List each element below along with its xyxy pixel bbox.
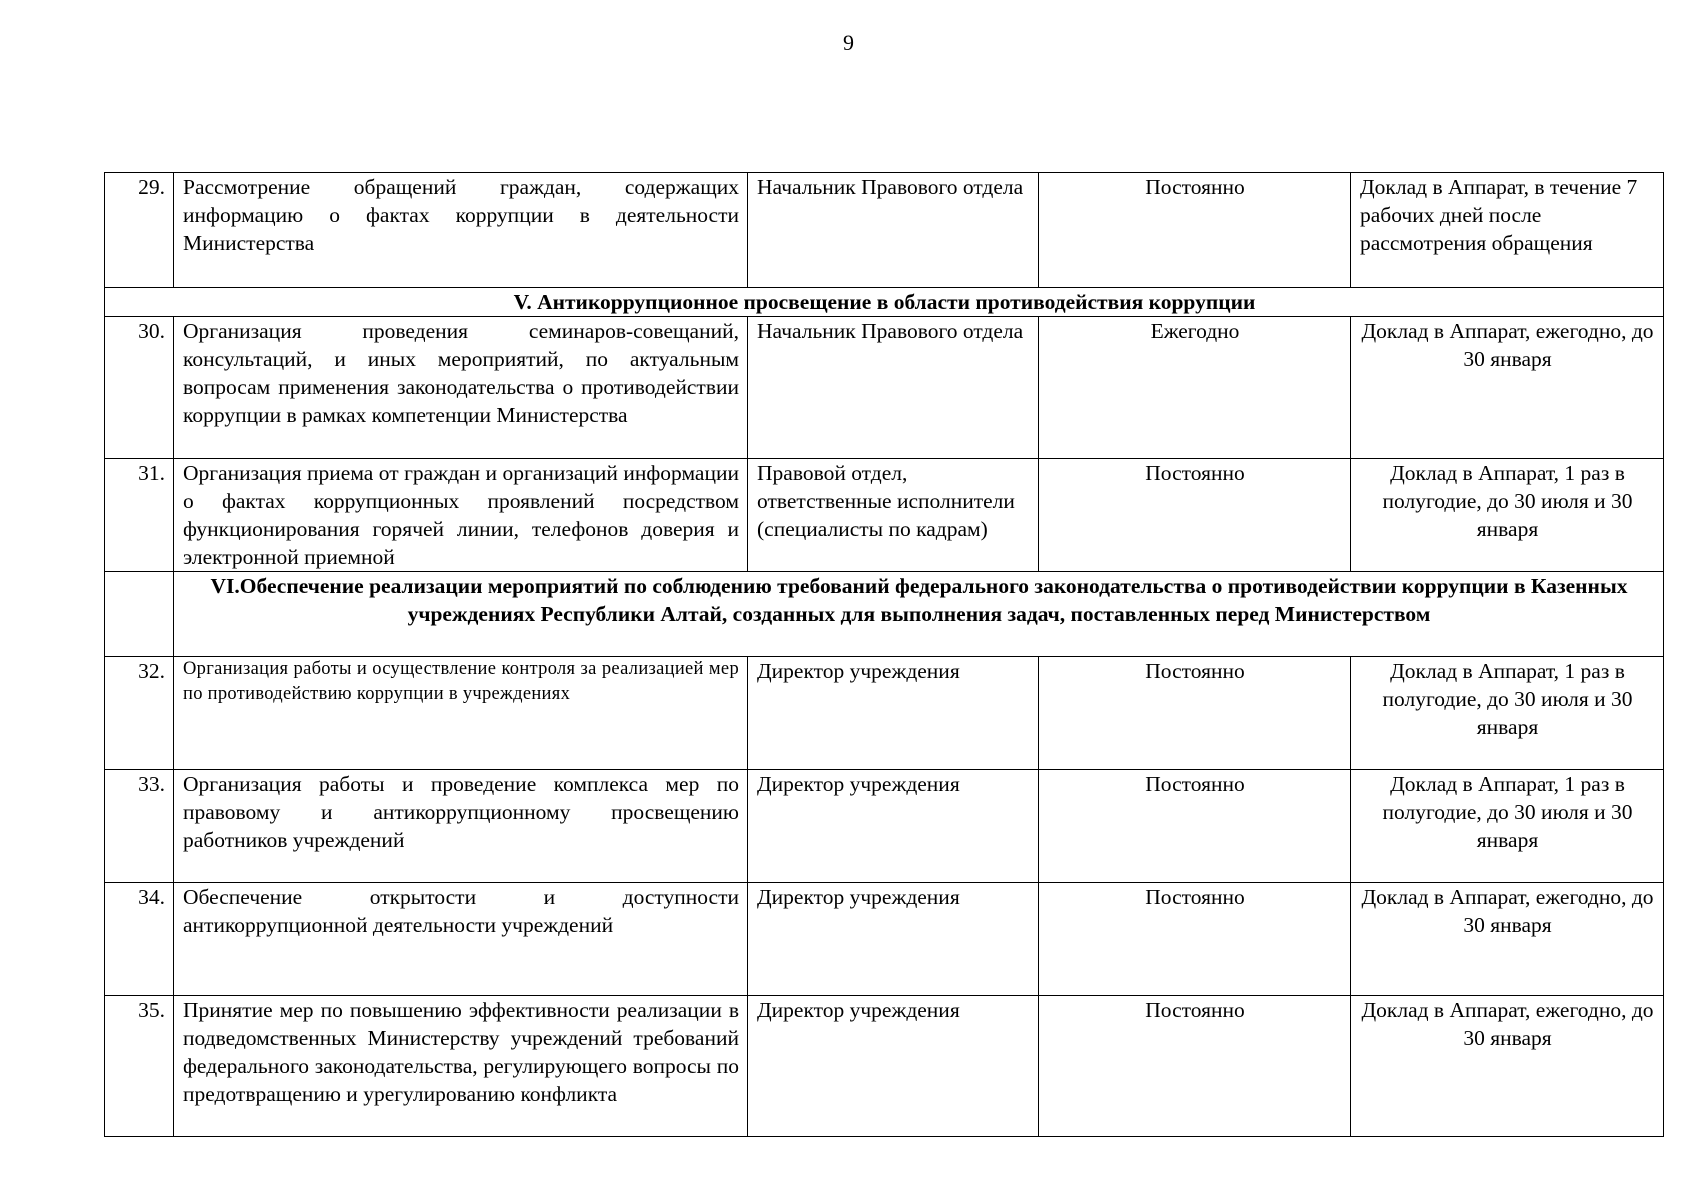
action-cell: Организация работы и проведение комплекса мер по правовому и антикоррупционному просвещению работников учреждений <box>174 770 748 883</box>
table-row <box>105 657 1664 770</box>
table-row <box>105 173 1664 288</box>
deadline-cell: Постоянно <box>1039 770 1351 883</box>
table-row <box>105 770 1664 883</box>
action-cell: Организация приема от граждан и организаций информации о фактах коррупционных проявлений посредством функционирования горячей линии, телефонов доверия и электронной приемной <box>174 459 748 572</box>
action-cell: Рассмотрение обращений граждан, содержащих информацию о фактах коррупции в деятельности Министерства <box>174 173 748 288</box>
deadline-cell: Постоянно <box>1039 657 1351 770</box>
responsible-cell: Директор учреждения <box>748 657 1039 770</box>
action-cell: Принятие мер по повышению эффективности реализации в подведомственных Министерству учреждений требований федерального законодательства, регулирующего вопросы по предотвращению и урегулированию конфликта <box>174 996 748 1137</box>
result-cell: Доклад в Аппарат, ежегодно, до 30 января <box>1351 996 1664 1137</box>
result-cell: Доклад в Аппарат, ежегодно, до 30 января <box>1351 317 1664 459</box>
row-number: 29. <box>105 173 174 288</box>
section-heading: V. Антикоррупционное просвещение в области противодействия коррупции <box>105 288 1664 317</box>
responsible-cell: Правовой отдел, ответственные исполнители (специалисты по кадрам) <box>748 459 1039 572</box>
deadline-cell: Постоянно <box>1039 883 1351 996</box>
responsible-cell: Директор учреждения <box>748 996 1039 1137</box>
result-cell: Доклад в Аппарат, 1 раз в полугодие, до 30 июля и 30 января <box>1351 657 1664 770</box>
table-row <box>105 883 1664 996</box>
row-number: 33. <box>105 770 174 883</box>
row-number: 30. <box>105 317 174 459</box>
responsible-cell: Начальник Правового отдела <box>748 173 1039 288</box>
action-cell: Обеспечение открытости и доступности антикоррупционной деятельности учреждений <box>174 883 748 996</box>
deadline-cell: Постоянно <box>1039 459 1351 572</box>
result-cell: Доклад в Аппарат, 1 раз в полугодие, до 30 июля и 30 января <box>1351 770 1664 883</box>
section-row <box>105 572 1664 657</box>
deadline-cell: Постоянно <box>1039 996 1351 1137</box>
responsible-cell: Директор учреждения <box>748 770 1039 883</box>
deadline-cell: Ежегодно <box>1039 317 1351 459</box>
page-number: 9 <box>843 30 854 55</box>
section-heading: VI.Обеспечение реализации мероприятий по соблюдению требований федерального законодательства о противодействии коррупции в Казенных учреждениях Республики Алтай, созданных для выполнения задач, поставленных перед Министерством <box>174 572 1664 657</box>
result-cell: Доклад в Аппарат, ежегодно, до 30 января <box>1351 883 1664 996</box>
table-row <box>105 459 1664 572</box>
result-cell: Доклад в Аппарат, в течение 7 рабочих дней после рассмотрения обращения <box>1351 173 1664 288</box>
action-cell: Организация проведения семинаров-совещаний, консультаций, и иных мероприятий, по актуальным вопросам применения законодательства о противодействии коррупции в рамках компетенции Министерства <box>174 317 748 459</box>
section-row <box>105 288 1664 317</box>
result-cell: Доклад в Аппарат, 1 раз в полугодие, до 30 июля и 30 января <box>1351 459 1664 572</box>
table-row <box>105 996 1664 1137</box>
action-cell: Организация работы и осуществление контроля за реализацией мер по противодействию коррупции в учреждениях <box>174 657 748 770</box>
section-number-cell <box>105 572 174 657</box>
responsible-cell: Начальник Правового отдела <box>748 317 1039 459</box>
anticorruption-plan-table <box>104 172 1664 1137</box>
row-number: 31. <box>105 459 174 572</box>
row-number: 35. <box>105 996 174 1137</box>
deadline-cell: Постоянно <box>1039 173 1351 288</box>
row-number: 34. <box>105 883 174 996</box>
responsible-cell: Директор учреждения <box>748 883 1039 996</box>
row-number: 32. <box>105 657 174 770</box>
table-row <box>105 317 1664 459</box>
